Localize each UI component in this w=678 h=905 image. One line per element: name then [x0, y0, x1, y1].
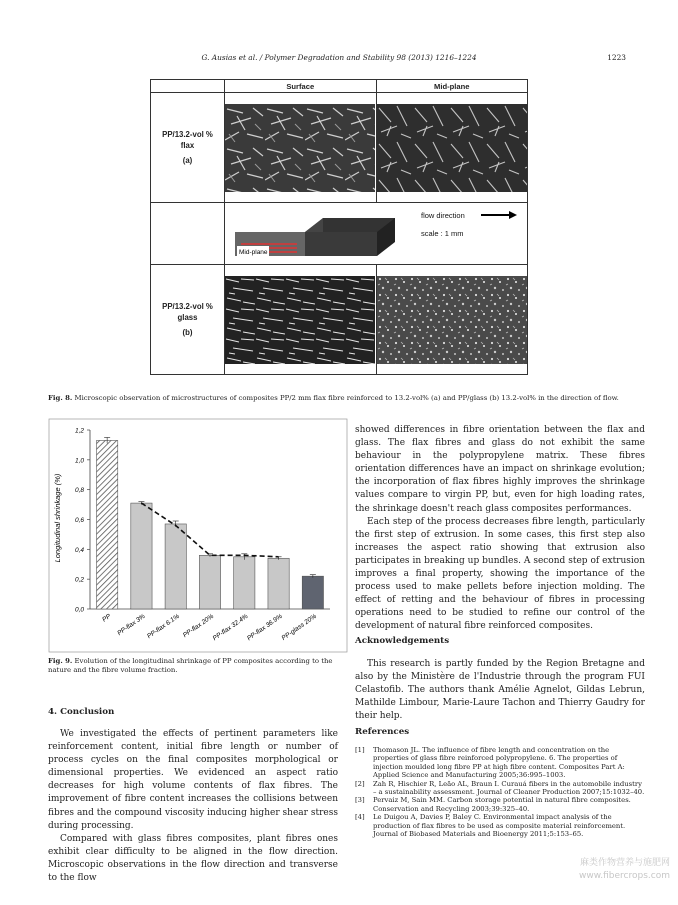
reference-item	[355, 796, 645, 813]
watermark	[579, 857, 670, 883]
x-tick-label: PP-flax 32.4%	[211, 612, 250, 643]
fig8-caption	[48, 394, 638, 403]
row-b-label	[151, 265, 225, 375]
reference-number: [1]	[355, 746, 365, 754]
reference-number: [2]	[355, 779, 365, 788]
bar	[199, 555, 220, 609]
references-list	[355, 746, 645, 838]
x-tick-label: PP-flax 20%	[181, 612, 216, 640]
bar	[302, 576, 323, 609]
right-para-2: Each step of the process decreases fibre length, particularly the first step of extrusion. In some cases, this first step also increases the aspect ratio showing that extrusion also participates in breaking up bundles. A second step of extrusion improves a final property, showing the importance of the process used to make pellets before injection molding. The effect of retting and the behaviour of fibres in processing operations need to be studied to refine our control of the development of natural fibre reinforced composites.	[355, 516, 645, 632]
midplane-header: Mid-plane	[376, 80, 528, 93]
row-a-label	[151, 93, 225, 203]
references-heading: References	[355, 727, 410, 737]
bar	[97, 440, 118, 609]
reference-text: Le Duigou A, Davies P, Baley C. Environmental impact analysis of the production of flax fibres to be used as composite material reinforcement. Journal of Biobased Materials and Bioenergy 2011;5:153–65.	[373, 813, 626, 839]
y-tick-label: 0,4	[74, 546, 84, 554]
figure-8-table	[150, 79, 528, 375]
y-tick-label: 0,0	[74, 606, 84, 614]
x-tick-label: PP-flax 6.1%	[146, 612, 181, 641]
surface-header: Surface	[225, 80, 377, 93]
conclusion-body	[48, 728, 338, 885]
trend-line	[141, 503, 278, 557]
row-a-line2: flax	[180, 141, 195, 150]
blank-header	[151, 80, 225, 93]
running-header	[0, 53, 678, 65]
scale-label: scale : 1 mm	[421, 228, 464, 238]
fig9-caption-text: Evolution of the longitudinal shrinkage of PP composites according to the nature and the fibre volume fraction.	[48, 657, 333, 674]
y-axis-label: Longitudinal shrinkage (%)	[53, 473, 62, 563]
glass-midplane-image	[376, 265, 528, 375]
plate-front-right	[305, 232, 377, 256]
conclusion-para-2: Compared with glass fibres composites, plant fibres ones exhibit clear difficulty to be aligned in the flow direction. Microscopic observations in the flow direction and transverse to the flow	[48, 833, 338, 884]
bar	[234, 557, 255, 609]
acknowledgements-body	[355, 658, 645, 723]
bar	[165, 524, 186, 609]
reference-item	[355, 746, 645, 780]
fig9-caption	[48, 657, 342, 675]
bar	[268, 558, 289, 609]
fig9-caption-label: Fig. 9.	[48, 657, 73, 665]
y-tick-label: 1,0	[74, 457, 84, 465]
right-column-body	[355, 424, 645, 634]
midplane-label: Mid-plane	[239, 248, 268, 256]
row-b-line2: glass	[177, 313, 198, 322]
reference-text: Pervaiz M, Sain MM. Carbon storage potential in natural fibre composites. Conservation and Recycling 2003;39:325–40.	[373, 796, 631, 813]
x-tick-label: PP	[101, 612, 113, 624]
y-tick-label: 0,8	[74, 487, 84, 495]
conclusion-heading: 4. Conclusion	[48, 707, 115, 717]
page-number: 1223	[607, 53, 626, 62]
flow-diagram-cell	[225, 203, 528, 265]
row-a-line1: PP/13.2-vol %	[162, 130, 213, 139]
acknowledgements-heading: Acknowledgements	[355, 636, 450, 646]
conclusion-para-1: We investigated the effects of pertinent parameters like reinforcement content, initial fibre length or number of process cycles on the final composites morphological or dimensional properties. We evidenced an aspect ratio decreases for high volume contents of flax fibres. The improvement of fibre content increases the collisions between fibres and the compound viscosity inducing higher shear stress during processing.	[48, 729, 338, 831]
shrinkage-chart	[48, 418, 348, 653]
reference-item	[355, 813, 645, 838]
acknowledgements-text: This research is partly funded by the Region Bretagne and also by the Ministère de l'Industrie through the program FUI Celastofib. The authors thank Amélie Agnelot, Gildas Lebrun, Mathilde Limbour, Marie-Laure Tachon and Thierry Gaudry for their help.	[355, 659, 645, 722]
row-b-line3: (b)	[182, 328, 193, 337]
reference-text: Thomason JL. The influence of fibre length and concentration on the properties of glass fibre reinforced polypropylene. 6. The properties of injection moulded long fibre PP at high fibre content. Composites Part A: Applied Science and Manufacturing 2005;36:995–1003.	[373, 746, 625, 780]
fig8-caption-label: Fig. 8.	[48, 394, 73, 402]
y-tick-label: 0,6	[74, 517, 84, 524]
y-tick-label: 1,2	[74, 427, 84, 435]
watermark-line1: 麻类作物营养与施肥网	[579, 858, 670, 868]
surface-label: Surface	[259, 222, 284, 230]
row-a-line3: (a)	[182, 156, 193, 165]
flax-midplane-image	[376, 93, 528, 203]
x-tick-label: PP-flax 36.9%	[245, 612, 284, 643]
right-para-1: showed differences in fibre orientation between the flax and glass. The flax fibres and glass do not exhibit the same behaviour in the polypropylene matrix. These fibres orientation differences have an impact on shrinkage evolution; the incorporation of flax fibres highly improves the shrinkage values compare to virgin PP, but, even for high loading rates, the shrinkage doesn't reach glass composites performances.	[355, 425, 645, 514]
chart-frame	[49, 419, 347, 652]
flow-diagram	[225, 204, 525, 264]
y-tick-label: 0,2	[74, 576, 84, 584]
reference-text: Zah R, Hischier R, Leão AL, Braun I. Curauá fibers in the automobile industry – a sustainability assessment. Journal of Cleaner Production 2007;15:1032–40.	[373, 779, 645, 797]
reference-number: [4]	[355, 813, 365, 822]
flax-surface-image	[225, 93, 377, 203]
row-b-line1: PP/13.2-vol %	[162, 302, 213, 311]
x-tick-label: PP-glass 20%	[280, 612, 319, 643]
bar	[131, 503, 152, 609]
running-title: G. Ausias et al. / Polymer Degradation and Stability 98 (2013) 1216–1224	[201, 53, 477, 62]
fig8-caption-text: Microscopic observation of microstructures of composites PP/2 mm flax fibre reinforced to 13.2-vol% (a) and PP/glass (b) 13.2-vol% in the direction of flow.	[74, 394, 619, 402]
diagram-blank-cell	[151, 203, 225, 265]
glass-surface-image	[225, 265, 377, 375]
flow-direction-label: flow direction	[421, 210, 465, 220]
watermark-line2: www.fibercrops.com	[579, 871, 670, 881]
reference-item	[355, 780, 645, 797]
x-tick-label: PP-flax 3%	[116, 612, 147, 638]
reference-number: [3]	[355, 796, 365, 805]
flow-arrow-head	[509, 211, 517, 219]
